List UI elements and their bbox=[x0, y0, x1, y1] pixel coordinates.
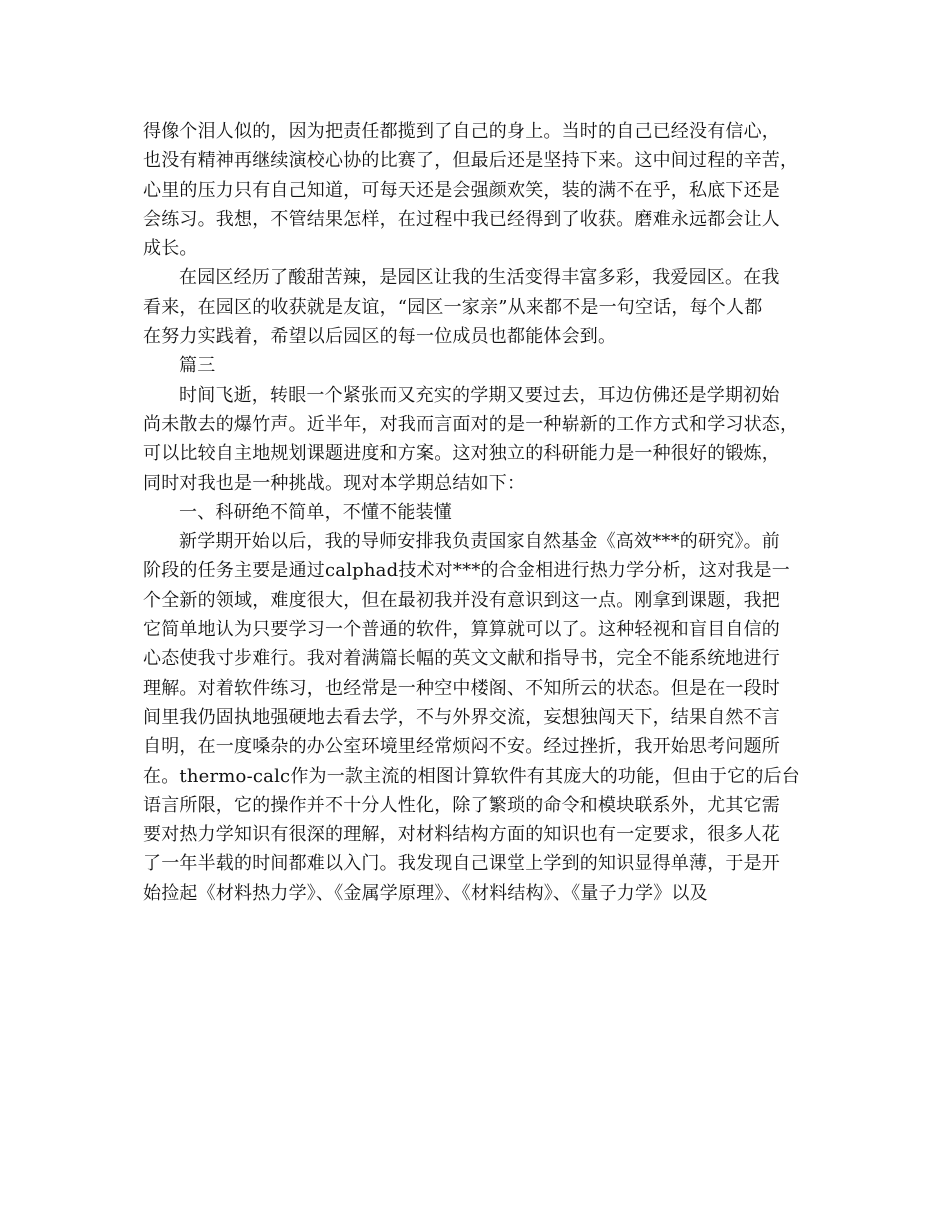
text-line: 在。thermo-calc作为一款主流的相图计算软件有其庞大的功能，但由于它的后台 bbox=[143, 765, 800, 787]
document-body bbox=[143, 117, 815, 908]
text-line: 心态使我寸步难行。我对着满篇长幅的英文文献和指导书，完全不能系统地进行 bbox=[143, 648, 780, 670]
text-line: 语言所限，它的操作并不十分人性化，除了繁琐的命令和模块联系外，尤其它需 bbox=[143, 794, 780, 816]
text-line: 阶段的任务主要是通过calphad技术对***的合金相进行热力学分析，这对我是一 bbox=[143, 560, 790, 582]
text-line: 在努力实践着，希望以后园区的每一位成员也都能体会到。 bbox=[143, 326, 617, 348]
text-line: 成长。 bbox=[143, 238, 198, 260]
text-line: 同时对我也是一种挑战。现对本学期总结如下： bbox=[143, 472, 526, 494]
text-line: 了一年半载的时间都难以入门。我发现自己课堂上学到的知识显得单薄，于是开 bbox=[143, 853, 780, 875]
text-line: 间里我仍固执地强硬地去看去学，不与外界交流，妄想独闯天下，结果自然不言 bbox=[143, 706, 780, 728]
text-line: 它简单地认为只要学习一个普通的软件，算算就可以了。这种轻视和盲目自信的 bbox=[143, 619, 780, 641]
text-line: 始捡起《材料热力学》、《金属学原理》、《材料结构》、《量子力学》以及 bbox=[143, 882, 708, 904]
text-line: 看来，在园区的收获就是友谊，“园区一家亲”从来都不是一句空话，每个人都 bbox=[143, 296, 763, 318]
text-line: 个全新的领域，难度很大，但在最初我并没有意识到这一点。刚拿到课题，我把 bbox=[143, 589, 780, 611]
text-line: 心里的压力只有自己知道，可每天还是会强颜欢笑，装的满不在乎，私底下还是 bbox=[143, 179, 780, 201]
text-line: 自明，在一度嗓杂的办公室环境里经常烦闷不安。经过挫折，我开始思考问题所 bbox=[143, 736, 780, 758]
text-line: 篇三 bbox=[179, 355, 216, 377]
text-line: 一、科研绝不简单，不懂不能装懂 bbox=[179, 501, 452, 523]
text-line: 新学期开始以后，我的导师安排我负责国家自然基金《高效***的研究》。前 bbox=[179, 531, 780, 553]
text-line: 理解。对着软件练习，也经常是一种空中楼阁、不知所云的状态。但是在一段时 bbox=[143, 677, 780, 699]
text-line: 会练习。我想，不管结果怎样，在过程中我已经得到了收获。磨难永远都会让人 bbox=[143, 208, 780, 230]
text-line: 时间飞逝，转眼一个紧张而又充实的学期又要过去，耳边仿佛还是学期初始 bbox=[179, 384, 780, 406]
text-line: 也没有精神再继续演校心协的比赛了，但最后还是坚持下来。这中间过程的辛苦， bbox=[143, 150, 799, 172]
text-line: 在园区经历了酸甜苦辣，是园区让我的生活变得丰富多彩，我爱园区。在我 bbox=[179, 267, 780, 289]
text-line: 尚未散去的爆竹声。近半年，对我而言面对的是一种崭新的工作方式和学习状态， bbox=[143, 413, 799, 435]
text-line: 可以比较自主地规划课题进度和方案。这对独立的科研能力是一种很好的锻炼， bbox=[143, 443, 780, 465]
text-line: 要对热力学知识有很深的理解，对材料结构方面的知识也有一定要求，很多人花 bbox=[143, 824, 780, 846]
text-line: 得像个泪人似的，因为把责任都揽到了自己的身上。当时的自己已经没有信心， bbox=[143, 121, 780, 142]
